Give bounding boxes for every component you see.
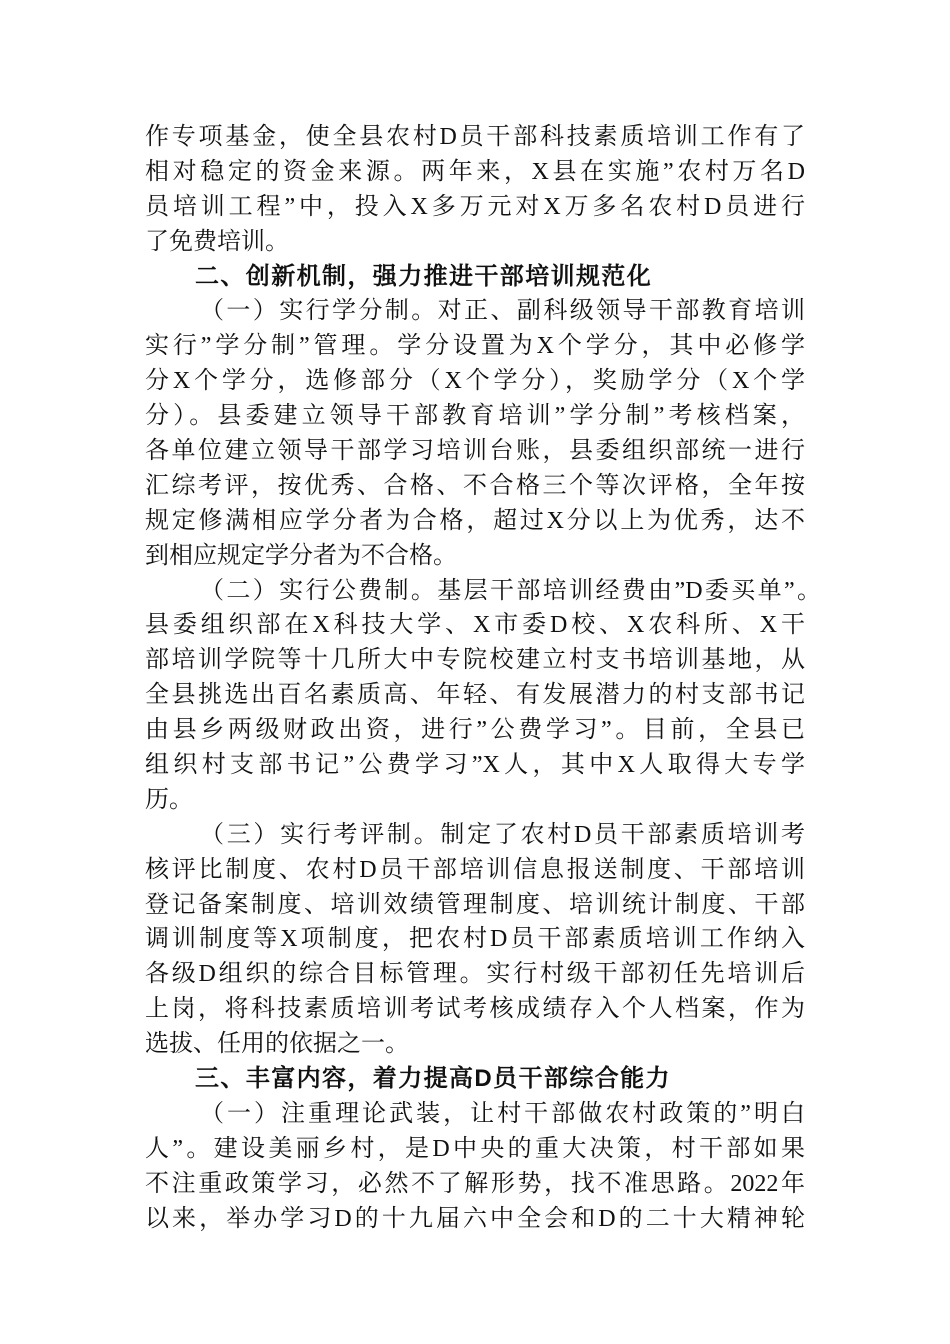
text-line: 全县挑选出百名素质高、年轻、有发展潜力的村支部书记 xyxy=(145,682,805,709)
text-line: 各单位建立领导干部学习培训台账，县委组织部统一进行 xyxy=(145,438,805,465)
text-line: 了免费培训。 xyxy=(145,228,289,255)
text-line: 汇综考评，按优秀、合格、不合格三个等次评格，全年按 xyxy=(145,472,805,499)
heading-line: 三、丰富内容，着力提高D员干部综合能力 xyxy=(195,1065,671,1093)
text-line: 核评比制度、农村D员干部培训信息报送制度、干部培训 xyxy=(145,856,805,883)
text-line: 各级D组织的综合目标管理。实行村级干部初任先培训后 xyxy=(145,961,805,988)
text-line: 相对稳定的资金来源。两年来，X县在实施”农村万名D xyxy=(145,158,805,185)
text-line: 员培训工程”中，投入X多万元对X万多名农村D员进行 xyxy=(145,193,805,220)
text-line: 人”。建设美丽乡村，是D中央的重大决策，村干部如果 xyxy=(145,1135,805,1162)
text-line: 选拔、任用的依据之一。 xyxy=(145,1031,409,1058)
text-line: （三）实行考评制。制定了农村D员干部素质培训考 xyxy=(200,821,805,848)
paragraph xyxy=(145,294,805,573)
section-heading xyxy=(145,1062,805,1097)
text-line: （一）实行学分制。对正、副科级领导干部教育培训 xyxy=(200,298,805,325)
section-heading xyxy=(145,260,805,295)
text-line: （二）实行公费制。基层干部培训经费由”D委买单”。 xyxy=(200,577,821,604)
text-line: 以来，举办学习D的十九届六中全会和D的二十大精神轮 xyxy=(145,1205,805,1232)
text-line: 作专项基金，使全县农村D员干部科技素质培训工作有了 xyxy=(145,124,805,150)
paragraph xyxy=(145,120,805,260)
text-line: 分）。县委建立领导干部教育培训”学分制”考核档案， xyxy=(145,403,805,430)
text-line: 历。 xyxy=(145,786,193,813)
text-line: 到相应规定学分者为不合格。 xyxy=(145,542,457,569)
document-body xyxy=(145,120,821,1237)
paragraph xyxy=(145,1097,805,1237)
paragraph xyxy=(145,574,821,818)
text-line: 调训制度等X项制度，把农村D员干部素质培训工作纳入 xyxy=(145,926,805,953)
text-line: 不注重政策学习，必然不了解形势，找不准思路。2022年 xyxy=(145,1170,805,1197)
text-line: 规定修满相应学分者为合格，超过X分以上为优秀，达不 xyxy=(145,507,805,534)
text-line: 上岗，将科技素质培训考试考核成绩存入个人档案，作为 xyxy=(145,996,805,1023)
text-line: 由县乡两级财政出资，进行”公费学习”。目前，全县已 xyxy=(145,717,805,744)
paragraph xyxy=(145,818,805,1062)
text-line: 部培训学院等十几所大中专院校建立村支书培训基地，从 xyxy=(145,647,805,674)
text-line: 实行”学分制”管理。学分设置为X个学分，其中必修学 xyxy=(145,333,805,360)
text-line: （一）注重理论武装，让村干部做农村政策的”明白 xyxy=(200,1100,805,1127)
text-line: 分X个学分，选修部分（X个学分），奖励学分（X个学 xyxy=(145,368,805,395)
text-line: 登记备案制度、培训效绩管理制度、培训统计制度、干部 xyxy=(145,891,805,918)
heading-line: 二、创新机制，强力推进干部培训规范化 xyxy=(195,262,653,290)
text-line: 县委组织部在X科技大学、X市委D校、X农科所、X干 xyxy=(145,612,805,639)
text-line: 组织村支部书记”公费学习”X人，其中X人取得大专学 xyxy=(145,752,805,779)
